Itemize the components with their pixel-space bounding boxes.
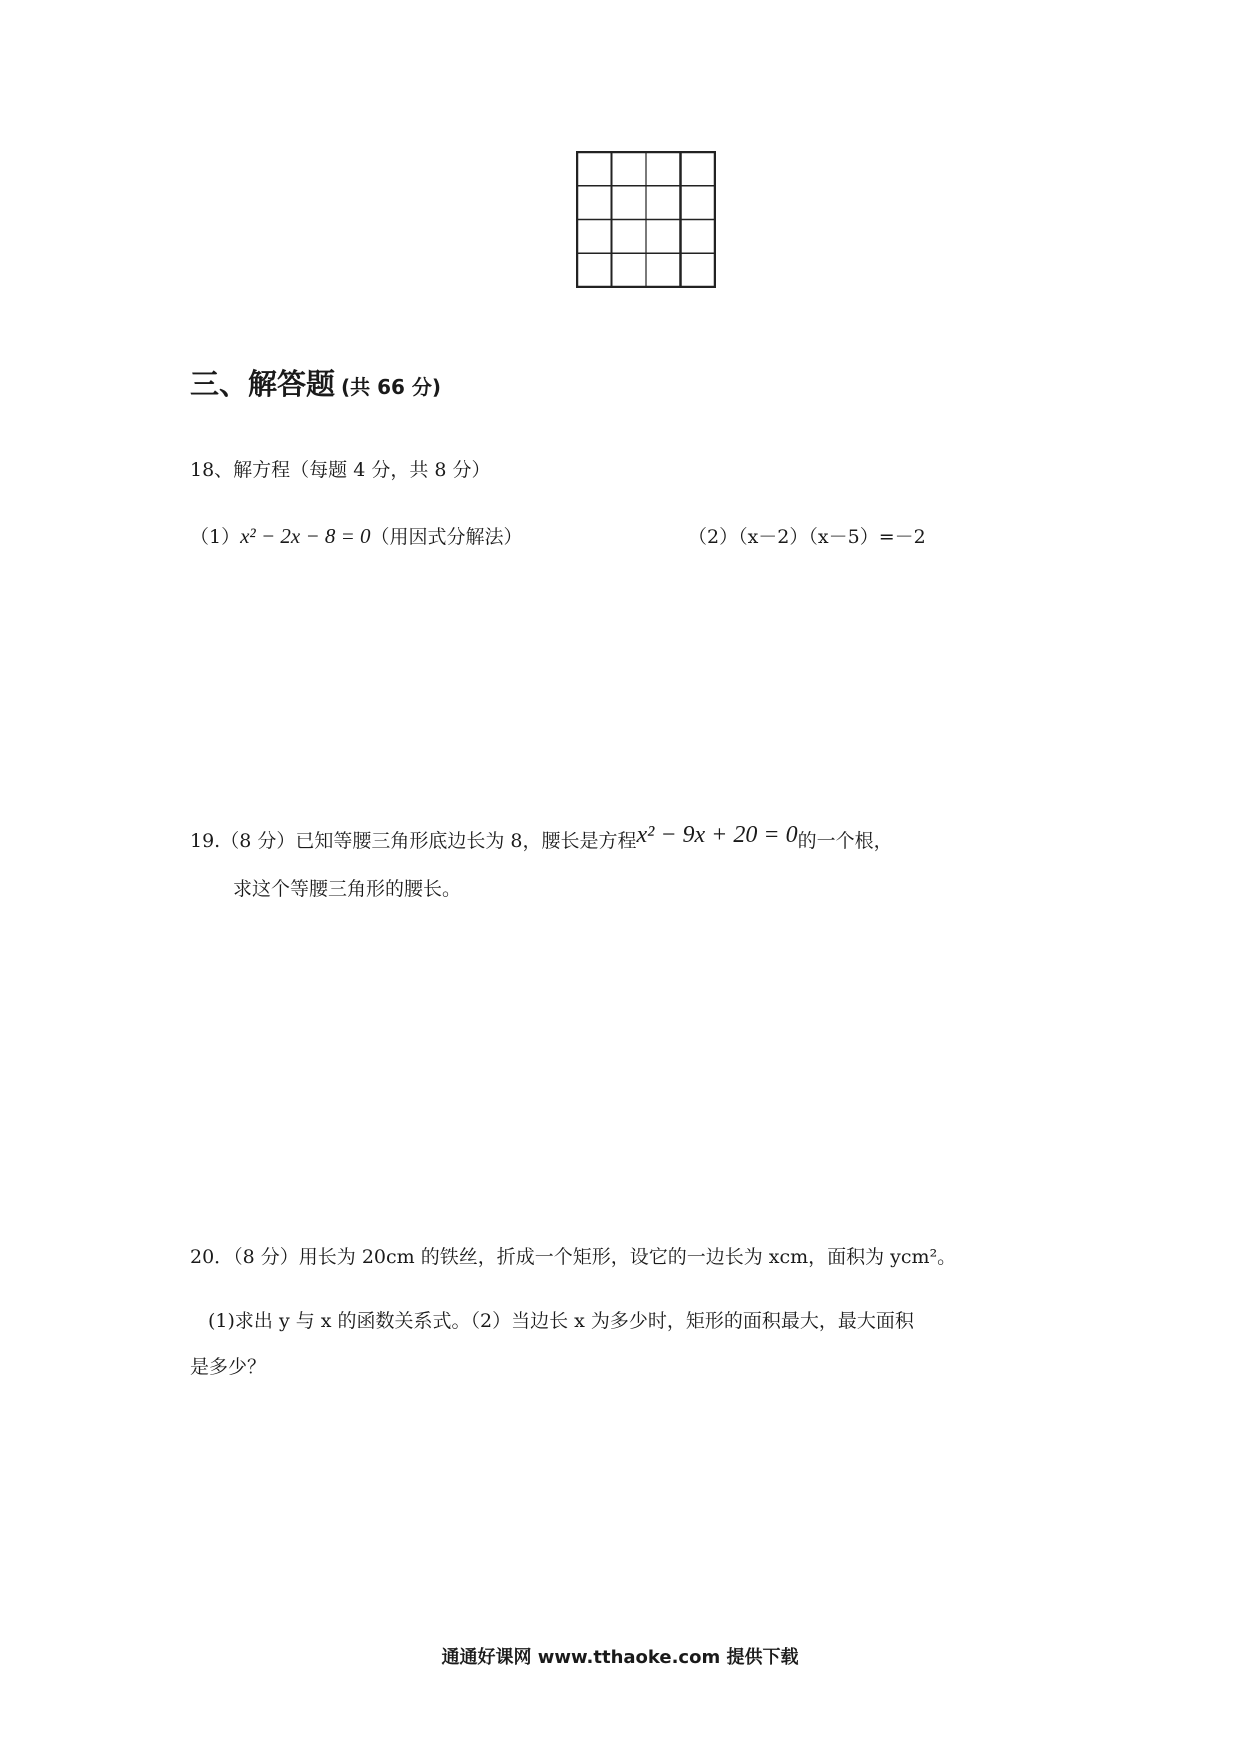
footer-text: 通通好课网 www.tthaoke.com 提供下载 [441, 1647, 799, 1668]
q20-line2: (1)求出 y 与 x 的函数关系式。（2）当边长 x 为多少时，矩形的面积最大，最大面积 [208, 1310, 914, 1332]
section-title: 三、解答题 [190, 367, 336, 401]
q20-line1: 20．（8 分）用长为 20cm 的铁丝，折成一个矩形，设它的一边长为 xcm，面积为 ycm²。 [190, 1246, 957, 1268]
q18-part2: （2）（x－2）（x－5）=－2 [688, 526, 926, 548]
grid-figure [576, 151, 716, 288]
section-heading [190, 362, 441, 403]
q20-line3: 是多少？ [190, 1356, 267, 1378]
q19-suffix: 的一个根， [797, 830, 893, 852]
q19-prefix: 19.（8 分）已知等腰三角形底边长为 8，腰长是方程 [190, 830, 637, 852]
q18-stem: 18、解方程（每题 4 分，共 8 分） [190, 459, 491, 481]
q18-part1 [190, 522, 523, 549]
q18-part1-label: （1） [190, 526, 241, 548]
q19-equation: x² − 9x + 20 = 0 [636, 822, 798, 848]
q19-line2: 求这个等腰三角形的腰长。 [233, 878, 462, 900]
q18-part1-method: （用因式分解法） [370, 526, 523, 548]
q18-part1-equation: x² − 2x − 8 = 0 [240, 524, 371, 548]
section-score: (共 66 分) [341, 375, 442, 399]
q19-line1 [190, 822, 893, 854]
